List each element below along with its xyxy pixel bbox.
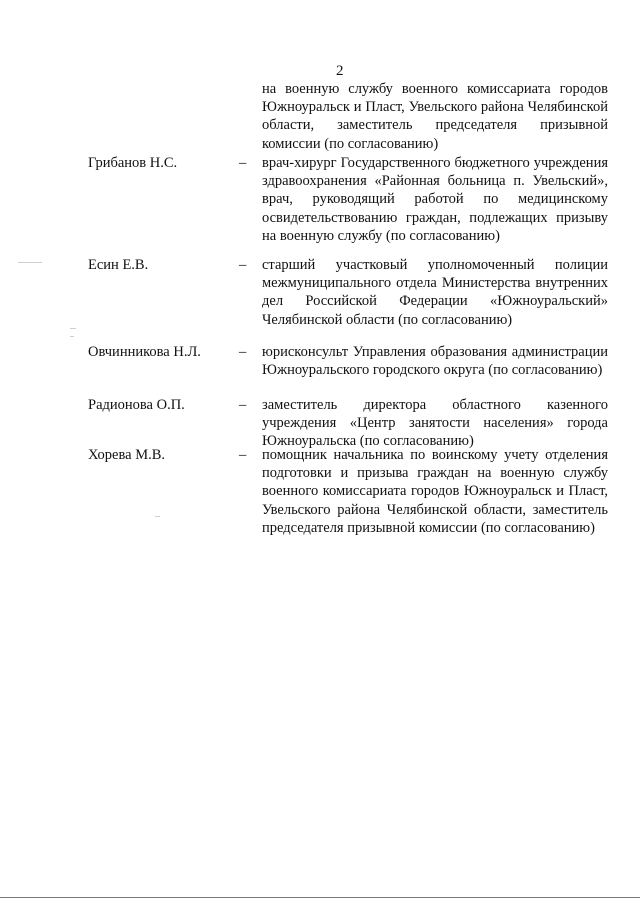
- page-number: 2: [336, 63, 344, 79]
- member-role: врач-хирург Государственного бюджетного учреждения здравоохранения «Районная больница п. Увельский», врач, руководящий работой по медицинскому освидетельствованию граждан, подлежащих призыву на военную службу (по согласованию): [262, 155, 608, 244]
- member-name: Хорева М.В.: [88, 447, 166, 463]
- scan-speck: [70, 328, 76, 329]
- member-role: заместитель директора областного казенного учреждения «Центр занятости населения» города Южноуральска (по согласованию): [262, 397, 608, 450]
- member-name: Есин Е.В.: [88, 257, 149, 273]
- separator-dash: –: [239, 257, 247, 273]
- scan-speck: [70, 336, 74, 337]
- member-role: помощник начальника по воинскому учету отделения подготовки и призыва граждан на военную службу военного комиссариата городов Южноуральск и Пласт, Увельского района Челябинской области, заместитель председателя призывной комиссии (по согласованию): [262, 447, 608, 536]
- member-name: Радионова О.П.: [88, 397, 185, 413]
- scan-speck: [18, 262, 42, 263]
- separator-dash: –: [239, 397, 247, 413]
- separator-dash: –: [239, 344, 247, 360]
- continued-role-text: на военную службу военного комиссариата городов Южноуральск и Пласт, Увельского района Челябинской области, заместитель председателя призывной комиссии (по согласованию): [262, 81, 608, 152]
- member-role: юрисконсульт Управления образования администрации Южноуральского городского округа (по согласованию): [262, 344, 608, 379]
- member-name: Грибанов Н.С.: [88, 155, 178, 171]
- scan-edge-line: [0, 897, 640, 898]
- member-role: старший участковый уполномоченный полиции межмуниципального отдела Министерства внутренних дел Российской Федерации «Южноуральский» Челябинской области (по согласованию): [262, 257, 608, 328]
- separator-dash: –: [239, 155, 247, 171]
- scan-speck: [155, 516, 160, 517]
- member-name: Овчинникова Н.Л.: [88, 344, 201, 360]
- separator-dash: –: [239, 447, 247, 463]
